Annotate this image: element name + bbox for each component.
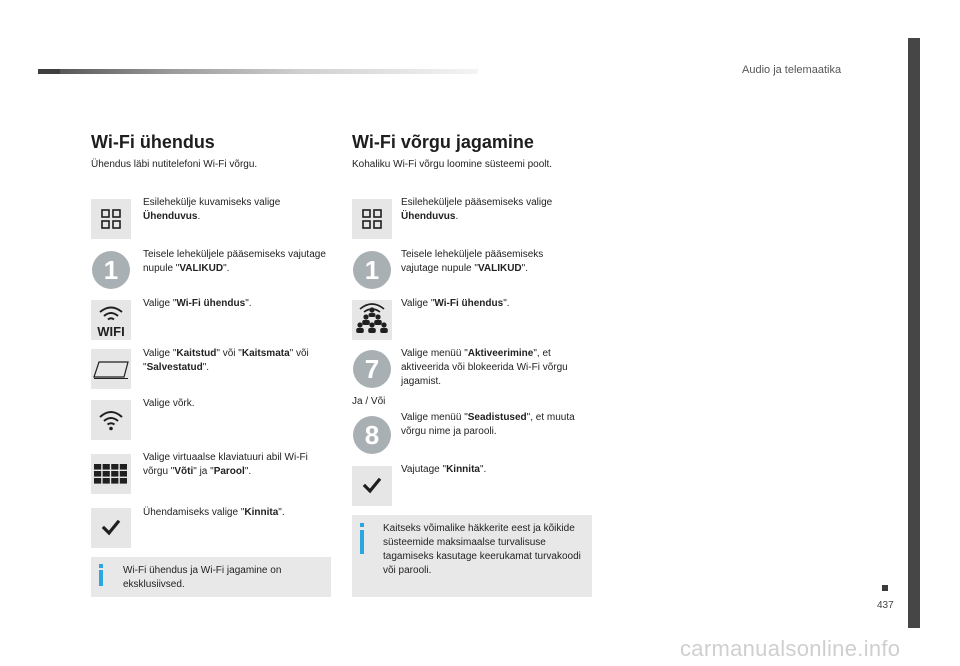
left-step-4-text: Valige "Kaitstud" või "Kaitsmata" või "Salvestatud". bbox=[143, 348, 309, 373]
check-icon bbox=[352, 466, 392, 506]
people-icon bbox=[352, 300, 392, 340]
badge-number: 1 bbox=[103, 255, 119, 285]
step-1-icon bbox=[352, 250, 392, 290]
left-step-6-text: Valige virtuaalse klaviatuuri abil Wi-Fi võrgu "Võti" ja "Parool". bbox=[143, 452, 308, 477]
wifi-icon bbox=[91, 400, 131, 440]
left-step-7-text: Ühendamiseks valige "Kinnita". bbox=[143, 507, 285, 518]
badge-number: 8 bbox=[364, 420, 380, 450]
left-step-3-text: Valige "Wi-Fi ühendus". bbox=[143, 298, 252, 309]
right-step-6-text: Vajutage "Kinnita". bbox=[401, 464, 487, 475]
header-gradient-bar bbox=[38, 69, 478, 74]
check-icon bbox=[91, 508, 131, 548]
step-8-icon bbox=[352, 415, 392, 455]
right-note-text: Kaitseks võimalike häkkerite eest ja kõikide süsteemide maksimaalse turvalisuse tagamiseks kasutage keerukamat turvakoodi või parooli. bbox=[383, 523, 581, 576]
watermark: carmanualsonline.info bbox=[680, 636, 901, 661]
left-step-1-text: Esilehekülje kuvamiseks valige Ühenduvus. bbox=[143, 197, 281, 222]
right-step-1-text: Esileheküljele pääsemiseks valige Ühenduvus. bbox=[401, 197, 553, 222]
left-step-5-text: Valige võrk. bbox=[143, 398, 195, 409]
right-step-5-text: Valige menüü "Seadistused", et muuta võrgu nime ja parooli. bbox=[401, 412, 575, 437]
grid-icon bbox=[91, 199, 131, 239]
right-step-2-text: Teisele leheküljele pääsemiseks vajutage nupule "VALIKUD". bbox=[401, 249, 544, 274]
right-step-4-text: Valige menüü "Aktiveerimine", et aktiveerida või blokeerida Wi-Fi võrgu jagamist. bbox=[401, 348, 568, 387]
page-number: 437 bbox=[877, 600, 894, 611]
section-title: Audio ja telemaatika bbox=[742, 64, 842, 76]
right-title: Wi-Fi võrgu jagamine bbox=[352, 132, 534, 152]
step-7-icon bbox=[352, 349, 392, 389]
and-or-connector: Ja / Või bbox=[352, 396, 386, 407]
page-marker bbox=[882, 585, 888, 591]
right-step-3-text: Valige "Wi-Fi ühendus". bbox=[401, 298, 510, 309]
left-note-text: Wi-Fi ühendus ja Wi-Fi jagamine on eksklusiivsed. bbox=[123, 565, 282, 590]
wifi-label-icon bbox=[91, 300, 131, 340]
svg-text:WIFI: WIFI bbox=[97, 324, 125, 339]
step-1-icon bbox=[91, 250, 131, 290]
right-info-note bbox=[352, 515, 592, 597]
grid-icon bbox=[352, 199, 392, 239]
tab-icon bbox=[91, 349, 131, 389]
left-intro: Ühendus läbi nutitelefoni Wi-Fi võrgu. bbox=[91, 159, 258, 170]
left-info-note bbox=[91, 557, 331, 597]
badge-number: 1 bbox=[364, 255, 380, 285]
left-step-2-text: Teisele leheküljele pääsemiseks vajutage nupule "VALIKUD". bbox=[143, 249, 326, 274]
page-edge-bar bbox=[908, 38, 920, 628]
left-title: Wi-Fi ühendus bbox=[91, 132, 215, 152]
badge-number: 7 bbox=[364, 354, 380, 384]
keyboard-icon bbox=[91, 454, 131, 494]
right-intro: Kohaliku Wi-Fi võrgu loomine süsteemi poolt. bbox=[352, 159, 553, 170]
